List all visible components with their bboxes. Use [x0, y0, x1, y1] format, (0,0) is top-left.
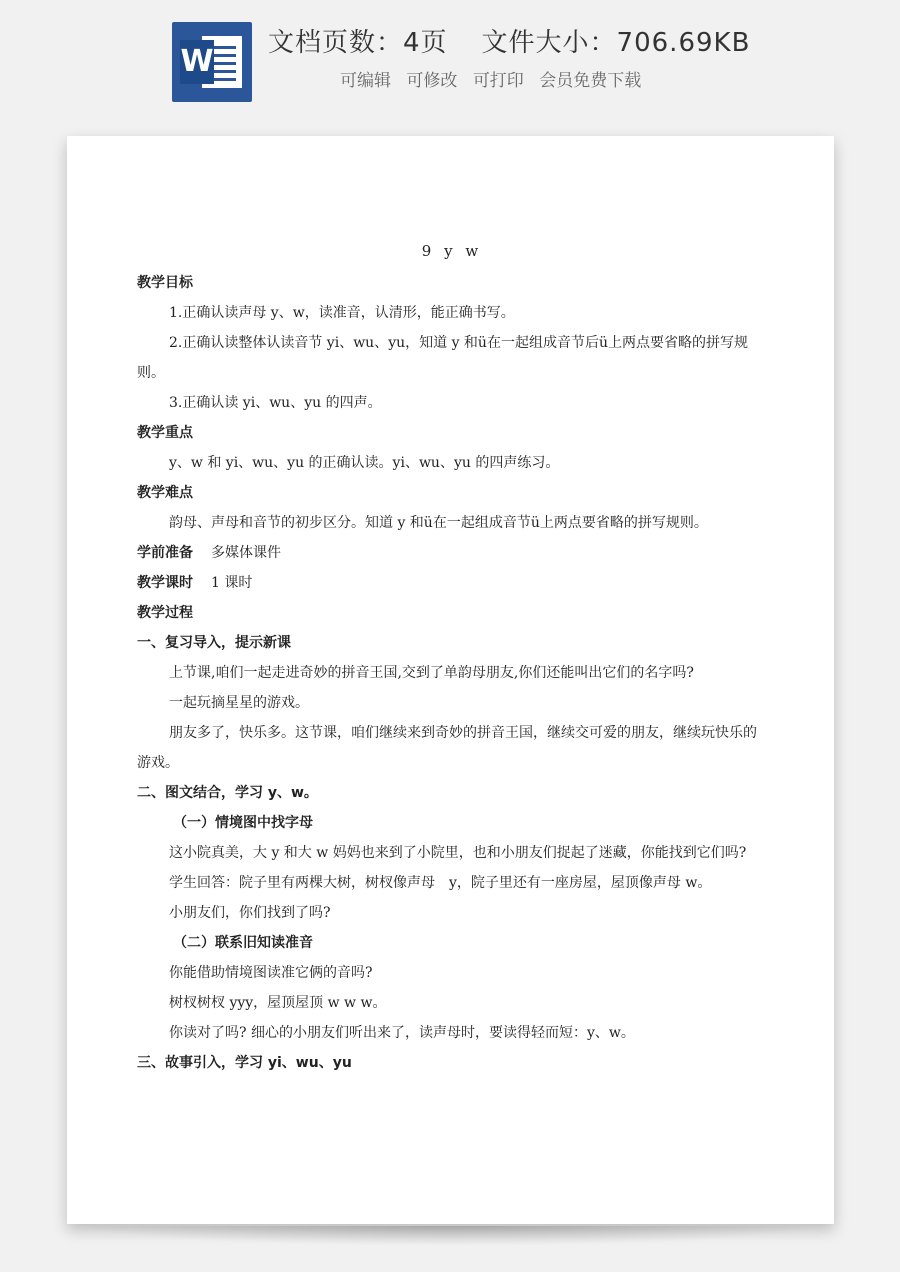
- prep-label: 学前准备: [137, 545, 193, 561]
- document-page: [67, 136, 834, 1224]
- section-2-paragraph: 你读对了吗? 细心的小朋友们听出来了，读声母时，要读得轻而短：y、w。: [169, 1025, 635, 1041]
- feature-member-download: 会员免费下载: [539, 71, 642, 91]
- section-1-paragraph: 一起玩摘星星的游戏。: [169, 695, 309, 711]
- feature-modifiable: 可修改: [406, 71, 458, 91]
- key-text: y、w 和 yi、wu、yu 的正确认读。yi、wu、yu 的四声练习。: [169, 455, 560, 471]
- section-1-paragraph: 朋友多了，快乐多。这节课，咱们继续来到奇妙的拼音王国，继续交可爱的朋友，继续玩快乐的游戏。: [137, 725, 757, 771]
- prep-line: [137, 538, 767, 568]
- file-size: 文件大小：706.69KB: [481, 28, 751, 58]
- section-2-paragraph: 这小院真美，大 y 和大 w 妈妈也来到了小院里，也和小朋友们捉起了迷藏，你能找到它们吗?: [169, 845, 747, 861]
- goal-item-3: 3.正确认读 yi、wu、yu 的四声。: [169, 395, 382, 411]
- section-2-paragraph: 你能借助情境图读准它俩的音吗?: [169, 965, 373, 981]
- goal-item-1: 1.正确认读声母 y、w，读准音，认清形，能正确书写。: [169, 305, 515, 321]
- page-shadow: [80, 1226, 820, 1246]
- difficulty-heading: 教学难点: [137, 485, 193, 501]
- section-3-heading: 三、故事引入，学习 yi、wu、yu: [137, 1055, 352, 1071]
- prep-value: 多媒体课件: [211, 545, 281, 561]
- section-2-paragraph: 小朋友们，你们找到了吗?: [169, 905, 331, 921]
- section-2-heading: 二、图文结合，学习 y、w。: [137, 785, 318, 801]
- time-label: 教学课时: [137, 575, 193, 591]
- section-2-subheading-2: （二）联系旧知读准音: [173, 935, 313, 951]
- feature-list: [340, 66, 651, 91]
- process-heading: 教学过程: [137, 605, 193, 621]
- word-document-icon: [172, 22, 252, 102]
- document-body: [137, 236, 767, 1078]
- section-1-paragraph: 上节课,咱们一起走进奇妙的拼音王国,交到了单韵母朋友,你们还能叫出它们的名字吗?: [169, 665, 694, 681]
- time-value: 1 课时: [211, 575, 253, 591]
- feature-printable: 可打印: [472, 71, 524, 91]
- goal-heading: 教学目标: [137, 275, 193, 291]
- page-count: 文档页数：4页: [268, 28, 448, 58]
- download-banner: [0, 0, 900, 128]
- section-1-heading: 一、复习导入，提示新课: [137, 635, 291, 651]
- section-2-paragraph: 树杈树杈 yyy，屋顶屋顶 w w w。: [169, 995, 387, 1011]
- file-info: [268, 22, 751, 59]
- doc-title: 9 y w: [421, 242, 483, 260]
- difficulty-text: 韵母、声母和音节的初步区分。知道 y 和ü在一起组成音节ü上两点要省略的拼写规则。: [169, 515, 708, 531]
- goal-item-2: 2.正确认读整体认读音节 yi、wu、yu，知道 y 和ü在一起组成音节后ü上两点要省略的拼写规则。: [137, 335, 748, 381]
- section-2-subheading-1: （一）情境图中找字母: [173, 815, 313, 831]
- word-logo-letter: W: [180, 40, 214, 84]
- time-line: [137, 568, 767, 598]
- feature-editable: 可编辑: [340, 71, 391, 91]
- key-heading: 教学重点: [137, 425, 193, 441]
- section-2-paragraph: 学生回答：院子里有两棵大树，树杈像声母 y，院子里还有一座房屋，屋顶像声母 w。: [169, 875, 712, 891]
